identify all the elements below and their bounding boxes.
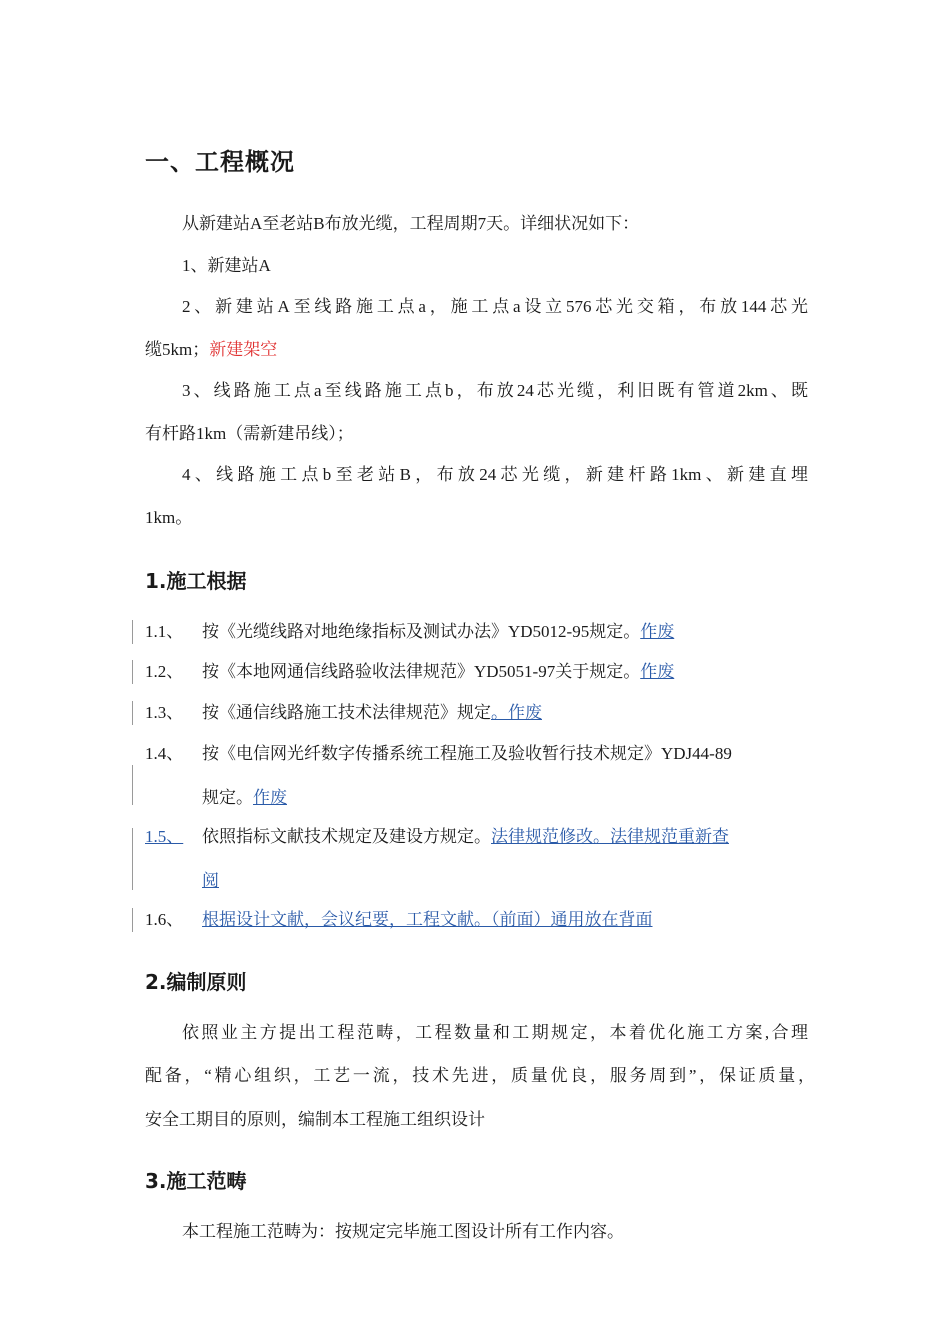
basis-item-num: 1.1、 [145,622,184,641]
basis-item-num: 1.6、 [145,910,184,929]
basis-item-3-link[interactable]: 。作废 [491,703,542,722]
basis-item-num: 1.3、 [145,703,184,722]
basis-item-text [202,620,674,644]
basis-item-3-text: 按《通信线路施工技术法律规范》规定 [202,703,491,722]
heading-construction-basis: 1.施工根据 [145,569,247,593]
basis-item-4-text: 规定。 [202,788,253,807]
principle-line-1: 依照业主方提出工程范畴，工程数量和工期规定，本着优化施工方案,合理 [182,1023,808,1042]
change-bar [132,660,133,684]
change-bar [132,908,133,932]
basis-item-6-text [202,908,653,932]
basis-item-6-link[interactable]: 根据设计文献，会议纪要，工程文献。（前面）通用放在背面 [202,910,653,929]
heading-project-overview: 一、工程概况 [145,148,295,176]
overview-item-2-red-note: 新建架空 [209,340,278,359]
overview-intro: 从新建站A至老站B布放光缆，工程周期7天。详细状况如下： [182,214,640,233]
principle-line-2: 配备，“精心组织，工艺一流，技术先进，质量优良，服务周到”，保证质量， [145,1066,815,1085]
basis-item-5-line-1 [202,825,729,849]
basis-item-5-text: 依照指标文献技术规定及建设方规定。 [202,827,491,846]
heading-construction-scope: 3.施工范畴 [145,1169,247,1193]
overview-item-4-line-1: 4、线路施工点b至老站B，布放24芯光缆，新建杆路1km、新建直埋 [182,465,808,484]
heading-compilation-principle: 2.编制原则 [145,970,247,994]
basis-item-4-line-2 [202,786,287,810]
overview-item-2-line-2 [145,338,810,362]
overview-item-2-line-1: 2、新建站A至线路施工点a，施工点a设立576芯光交箱，布放144芯光 [182,297,808,316]
overview-item-3-line-1: 3、线路施工点a至线路施工点b，布放24芯光缆，利旧既有管道2km、既 [182,381,808,400]
basis-item-text [202,701,542,725]
overview-item-3-line-2: 有杆路1km（需新建吊线）； [145,424,354,443]
basis-item-2-text: 按《本地网通信线路验收法律规范》YD5051-97关于规定。 [202,662,641,681]
basis-item-num: 1.2、 [145,662,184,681]
basis-item-text [202,660,674,684]
basis-item-2-link[interactable]: 作废 [640,662,675,681]
basis-item-5-link[interactable]: 法律规范修改。法律规范重新查 [491,827,729,846]
overview-item-4-line-2: 1km。 [145,508,193,527]
basis-item-5-link-cont[interactable]: 阅 [202,871,219,890]
basis-item-1-text: 按《光缆线路对地绝缘指标及测试办法》YD5012-95规定。 [202,622,641,641]
basis-item-5-line-2 [202,869,219,893]
scope-line-1: 本工程施工范畴为：按规定完毕施工图设计所有工作内容。 [182,1222,624,1241]
change-bar [132,828,133,890]
change-bar [132,765,133,805]
basis-item-num: 1.5、 [145,827,184,846]
overview-item-1: 1、新建站A [182,256,271,275]
principle-line-3: 安全工期目的原则，编制本工程施工组织设计 [145,1110,485,1129]
change-bar [132,620,133,644]
overview-item-2-text: 缆5km； [145,340,210,359]
basis-item-1-link[interactable]: 作废 [640,622,675,641]
basis-item-4-link[interactable]: 作废 [253,788,287,807]
basis-item-4-line-1: 按《电信网光纤数字传播系统工程施工及验收暂行技术规定》YDJ44-89 [202,744,732,763]
basis-item-num: 1.4、 [145,744,184,763]
change-bar [132,701,133,725]
